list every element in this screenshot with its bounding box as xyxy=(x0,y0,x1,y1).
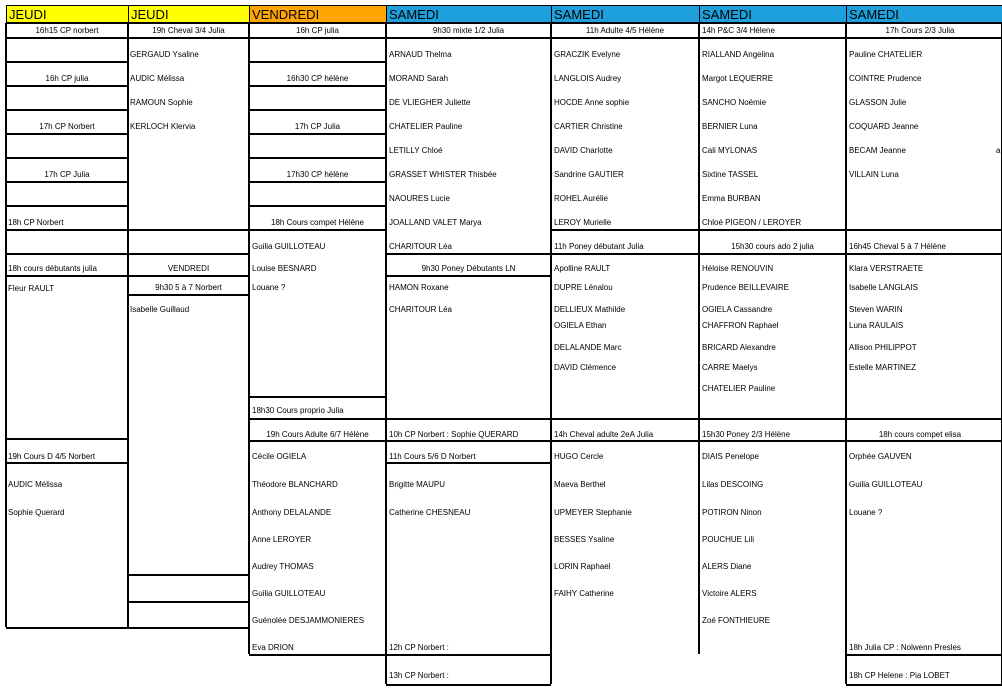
slot-title: 18h CP Norbert xyxy=(8,218,64,227)
slot-title: 14h P&C 3/4 Hélene xyxy=(702,26,775,35)
slot-title: 12h CP Norbert : xyxy=(389,643,449,652)
person-name: VILLAIN Luna xyxy=(849,170,899,179)
person-name: CARTIER Christine xyxy=(554,122,623,131)
grid-line-h xyxy=(249,418,386,420)
grid-line-h xyxy=(6,37,1002,39)
slot-title: 19h Cheval 3/4 Julia xyxy=(152,26,225,35)
day-header-6: SAMEDI xyxy=(846,5,1002,23)
grid-line-h xyxy=(249,396,386,398)
person-name: Isabelle Guillaud xyxy=(130,305,190,314)
person-name: GRASSET WHISTER Thisbée xyxy=(389,170,497,179)
person-name: Louise BESNARD xyxy=(252,264,317,273)
person-name: ARNAUD Thelma xyxy=(389,50,452,59)
person-name: DELALANDE Marc xyxy=(554,343,622,352)
grid-line-h xyxy=(128,253,249,255)
grid-line-h xyxy=(249,654,386,656)
grid-line-h xyxy=(6,133,128,135)
person-name: CHATELIER Pauline xyxy=(389,122,463,131)
slot-title: 17h CP Julia xyxy=(44,170,90,179)
slot-title: 17h Cours 2/3 Julia xyxy=(885,26,955,35)
grid-line-h xyxy=(128,229,249,231)
person-name: Orphée GAUVEN xyxy=(849,452,912,461)
person-name: Anne LEROYER xyxy=(252,535,312,544)
grid-line-h xyxy=(249,157,386,159)
person-name: Théodore BLANCHARD xyxy=(252,480,338,489)
person-name: BESSES Ysaline xyxy=(554,535,615,544)
person-name: MORAND Sarah xyxy=(389,74,449,83)
person-name: Catherine CHESNEAU xyxy=(389,508,471,517)
grid-line-v xyxy=(248,23,250,654)
slot-title: 13h CP Norbert : xyxy=(389,671,449,680)
person-name: Fleur RAULT xyxy=(8,284,55,293)
grid-line-v xyxy=(550,23,552,684)
grid-line-h xyxy=(249,205,386,207)
person-name: LANGLOIS Audrey xyxy=(554,74,622,83)
person-name: DELLIEUX Mathilde xyxy=(554,305,626,314)
grid-line-h xyxy=(6,438,128,440)
person-name: Louane ? xyxy=(252,283,286,292)
slot-title: 11h Poney débutant Julia xyxy=(554,242,644,251)
person-name: LEROY Murielle xyxy=(554,218,612,227)
person-name: AUDIC Mélissa xyxy=(8,480,63,489)
slot-title: 16h CP julia xyxy=(45,74,89,83)
person-name: RIALLAND Angelina xyxy=(702,50,775,59)
stray-char: a xyxy=(996,146,1001,155)
person-name: POTIRON Ninon xyxy=(702,508,762,517)
grid-line-h xyxy=(6,275,128,277)
slot-title: 14h Cheval adulte 2eA Julia xyxy=(554,430,654,439)
grid-line-h xyxy=(386,440,551,442)
person-name: AUDIC Mélissa xyxy=(130,74,185,83)
person-name: Guilia GUILLOTEAU xyxy=(849,480,923,489)
person-name: Prudence BEILLEVAIRE xyxy=(702,283,790,292)
person-name: OGIELA Ethan xyxy=(554,321,607,330)
grid-line-h xyxy=(249,229,386,231)
grid-line-h xyxy=(846,654,1002,656)
person-name: GLASSON Julie xyxy=(849,98,907,107)
grid-line-h xyxy=(128,574,249,576)
person-name: HAMON Roxane xyxy=(389,283,449,292)
person-name: DAVID Charlotte xyxy=(554,146,613,155)
person-name: DAVID Clémence xyxy=(554,363,617,372)
person-name: Estelle MARTINEZ xyxy=(849,363,916,372)
slot-title: 18h cours débutants julia xyxy=(8,264,97,273)
grid-line-h xyxy=(128,601,249,603)
slot-title: 19h Cours Adulte 6/7 Hélène xyxy=(266,430,369,439)
grid-line-h xyxy=(551,440,1002,442)
grid-line-v xyxy=(5,23,7,627)
slot-title: 9h30 mixte 1/2 Julia xyxy=(432,26,505,35)
person-name: Chloé PIGEON / LEROYER xyxy=(702,218,802,227)
person-name: JOALLAND VALET Marya xyxy=(389,218,482,227)
person-name: Eva DRION xyxy=(252,643,294,652)
person-name: HUGO Cercle xyxy=(554,452,604,461)
person-name: Cécile OGIELA xyxy=(252,452,307,461)
person-name: BRICARD Alexandre xyxy=(702,343,776,352)
person-name: Audrey THOMAS xyxy=(252,562,314,571)
slot-title: 17h CP Norbert xyxy=(39,122,95,131)
grid-line-h xyxy=(6,157,128,159)
grid-line-h xyxy=(128,275,249,277)
person-name: KERLOCH Klervia xyxy=(130,122,196,131)
person-name: Zoé FONTHIEURE xyxy=(702,616,771,625)
slot-title: 9h30 5 à 7 Norbert xyxy=(155,283,222,292)
grid-line-h xyxy=(6,205,128,207)
person-name: Pauline CHATELIER xyxy=(849,50,923,59)
person-name: Guénolée DESJAMMONIERES xyxy=(252,616,365,625)
person-name: Louane ? xyxy=(849,508,883,517)
slot-title: 10h CP Norbert : Sophie QUERARD xyxy=(389,430,519,439)
slot-title: 11h Cours 5/6 D Norbert xyxy=(389,452,476,461)
grid-line-h xyxy=(249,109,386,111)
slot-title: 15h30 cours ado 2 julia xyxy=(731,242,814,251)
slot-title: VENDREDI xyxy=(167,264,210,273)
slot-title: 17h30 CP hélène xyxy=(286,170,349,179)
person-name: Klara VERSTRAETE xyxy=(849,264,924,273)
day-header-5: SAMEDI xyxy=(699,5,846,23)
person-name: CHATELIER Pauline xyxy=(702,384,776,393)
grid-line-h xyxy=(249,133,386,135)
grid-line-h xyxy=(551,229,699,231)
grid-line-h xyxy=(386,654,551,656)
slot-title: 18h Julia CP : Nolwenn Presles xyxy=(849,643,961,652)
grid-line-h xyxy=(6,85,128,87)
person-name: CHARITOUR Léa xyxy=(389,305,452,314)
person-name: GRACZIK Evelyne xyxy=(554,50,621,59)
grid-line-v xyxy=(127,23,129,627)
person-name: GERGAUD Ysaline xyxy=(130,50,199,59)
slot-title: 16h CP julia xyxy=(296,26,339,35)
day-header-3: SAMEDI xyxy=(386,5,551,23)
slot-title: 18h CP Helene : Pia LOBET xyxy=(849,671,950,680)
person-name: DUPRE Lénalou xyxy=(554,283,613,292)
person-name: Anthony DELALANDE xyxy=(252,508,332,517)
grid-line-v xyxy=(845,23,847,684)
grid-line-h xyxy=(386,418,1002,420)
grid-line-h xyxy=(386,462,551,464)
person-name: ALERS Diane xyxy=(702,562,752,571)
person-name: RAMOUN Sophie xyxy=(130,98,193,107)
person-name: Sophie Querard xyxy=(8,508,65,517)
person-name: CHAFFRON Raphael xyxy=(702,321,779,330)
person-name: Margot LEQUERRE xyxy=(702,74,774,83)
grid-line-v xyxy=(698,23,700,654)
person-name: DIAIS Penelope xyxy=(702,452,759,461)
person-name: Steven WARIN xyxy=(849,305,903,314)
person-name: ROHEL Aurélie xyxy=(554,194,608,203)
grid-line-h xyxy=(6,462,128,464)
grid-line-h xyxy=(128,294,249,296)
slot-title: 16h45 Cheval 5 à 7 Hélène xyxy=(849,242,946,251)
person-name: POUCHUE Lili xyxy=(702,535,755,544)
slot-title: 19h Cours D 4/5 Norbert xyxy=(8,452,96,461)
grid-line-h xyxy=(846,684,1002,686)
grid-line-h xyxy=(6,627,128,629)
person-name: Guilia GUILLOTEAU xyxy=(252,242,326,251)
person-name: Sixtine TASSEL xyxy=(702,170,759,179)
person-name: CHARITOUR Léa xyxy=(389,242,452,251)
grid-line-h xyxy=(386,253,1002,255)
person-name: FAIHY Catherine xyxy=(554,589,614,598)
person-name: BECAM Jeanne xyxy=(849,146,906,155)
slot-title: 15h30 Poney 2/3 Hélène xyxy=(702,430,791,439)
person-name: Emma BURBAN xyxy=(702,194,761,203)
grid-line-h xyxy=(6,61,128,63)
grid-line-h xyxy=(846,229,1002,231)
slot-title: 18h cours compet elisa xyxy=(878,430,962,439)
person-name: BERNIER Luna xyxy=(702,122,758,131)
slot-title: 18h Cours compet Hélène xyxy=(271,218,364,227)
grid-line-h xyxy=(6,253,128,255)
grid-line-h xyxy=(249,181,386,183)
person-name: NAOURES Lucie xyxy=(389,194,450,203)
person-name: Apolline RAULT xyxy=(554,264,611,273)
person-name: LETILLY Chloé xyxy=(389,146,443,155)
grid-line-h xyxy=(386,684,551,686)
person-name: Victoire ALERS xyxy=(702,589,757,598)
person-name: Héloise RENOUVIN xyxy=(702,264,774,273)
person-name: Brigitte MAUPU xyxy=(389,480,446,489)
person-name: Sandrine GAUTIER xyxy=(554,170,624,179)
day-header-1: JEUDI xyxy=(128,5,249,23)
person-name: COINTRE Prudence xyxy=(849,74,922,83)
person-name: HOCDE Anne sophie xyxy=(554,98,630,107)
person-name: COQUARD Jeanne xyxy=(849,122,919,131)
person-name: Guilia GUILLOTEAU xyxy=(252,589,326,598)
grid-line-h xyxy=(699,229,846,231)
person-name: DE VLIEGHER Juliette xyxy=(389,98,471,107)
grid-line-h xyxy=(249,61,386,63)
slot-title: 11h Adulte 4/5 Hélène xyxy=(585,26,665,35)
grid-line-h xyxy=(128,627,249,629)
person-name: Luna RAULAIS xyxy=(849,321,904,330)
slot-title: 17h CP Julia xyxy=(294,122,341,131)
person-name: OGIELA Cassandre xyxy=(702,305,773,314)
person-name: Cali MYLONAS xyxy=(702,146,758,155)
slot-title: 16h15 CP norbert xyxy=(35,26,99,35)
grid-line-h xyxy=(6,229,128,231)
slot-title: 16h30 CP hélène xyxy=(286,74,349,83)
person-name: SANCHO Noémie xyxy=(702,98,767,107)
grid-line-h xyxy=(249,85,386,87)
person-name: Isabelle LANGLAIS xyxy=(849,283,918,292)
person-name: CARRE Maelys xyxy=(702,363,758,372)
person-name: Maeva Berthel xyxy=(554,480,606,489)
grid-line-h xyxy=(249,440,386,442)
person-name: Lilas DESCOING xyxy=(702,480,764,489)
grid-line-h xyxy=(6,23,1002,24)
grid-line-h xyxy=(6,109,128,111)
person-name: Allison PHILIPPOT xyxy=(849,343,917,352)
day-header-0: JEUDI xyxy=(6,5,128,23)
slot-title: 9h30 Poney Débutants LN xyxy=(421,264,516,273)
day-header-2: VENDREDI xyxy=(249,5,386,23)
person-name: UPMEYER Stephanie xyxy=(554,508,632,517)
grid-line-h xyxy=(386,275,551,277)
slot-title: 18h30 Cours proprio Julia xyxy=(252,406,344,415)
person-name: LORIN Raphael xyxy=(554,562,611,571)
day-header-4: SAMEDI xyxy=(551,5,699,23)
grid-line-h xyxy=(6,181,128,183)
